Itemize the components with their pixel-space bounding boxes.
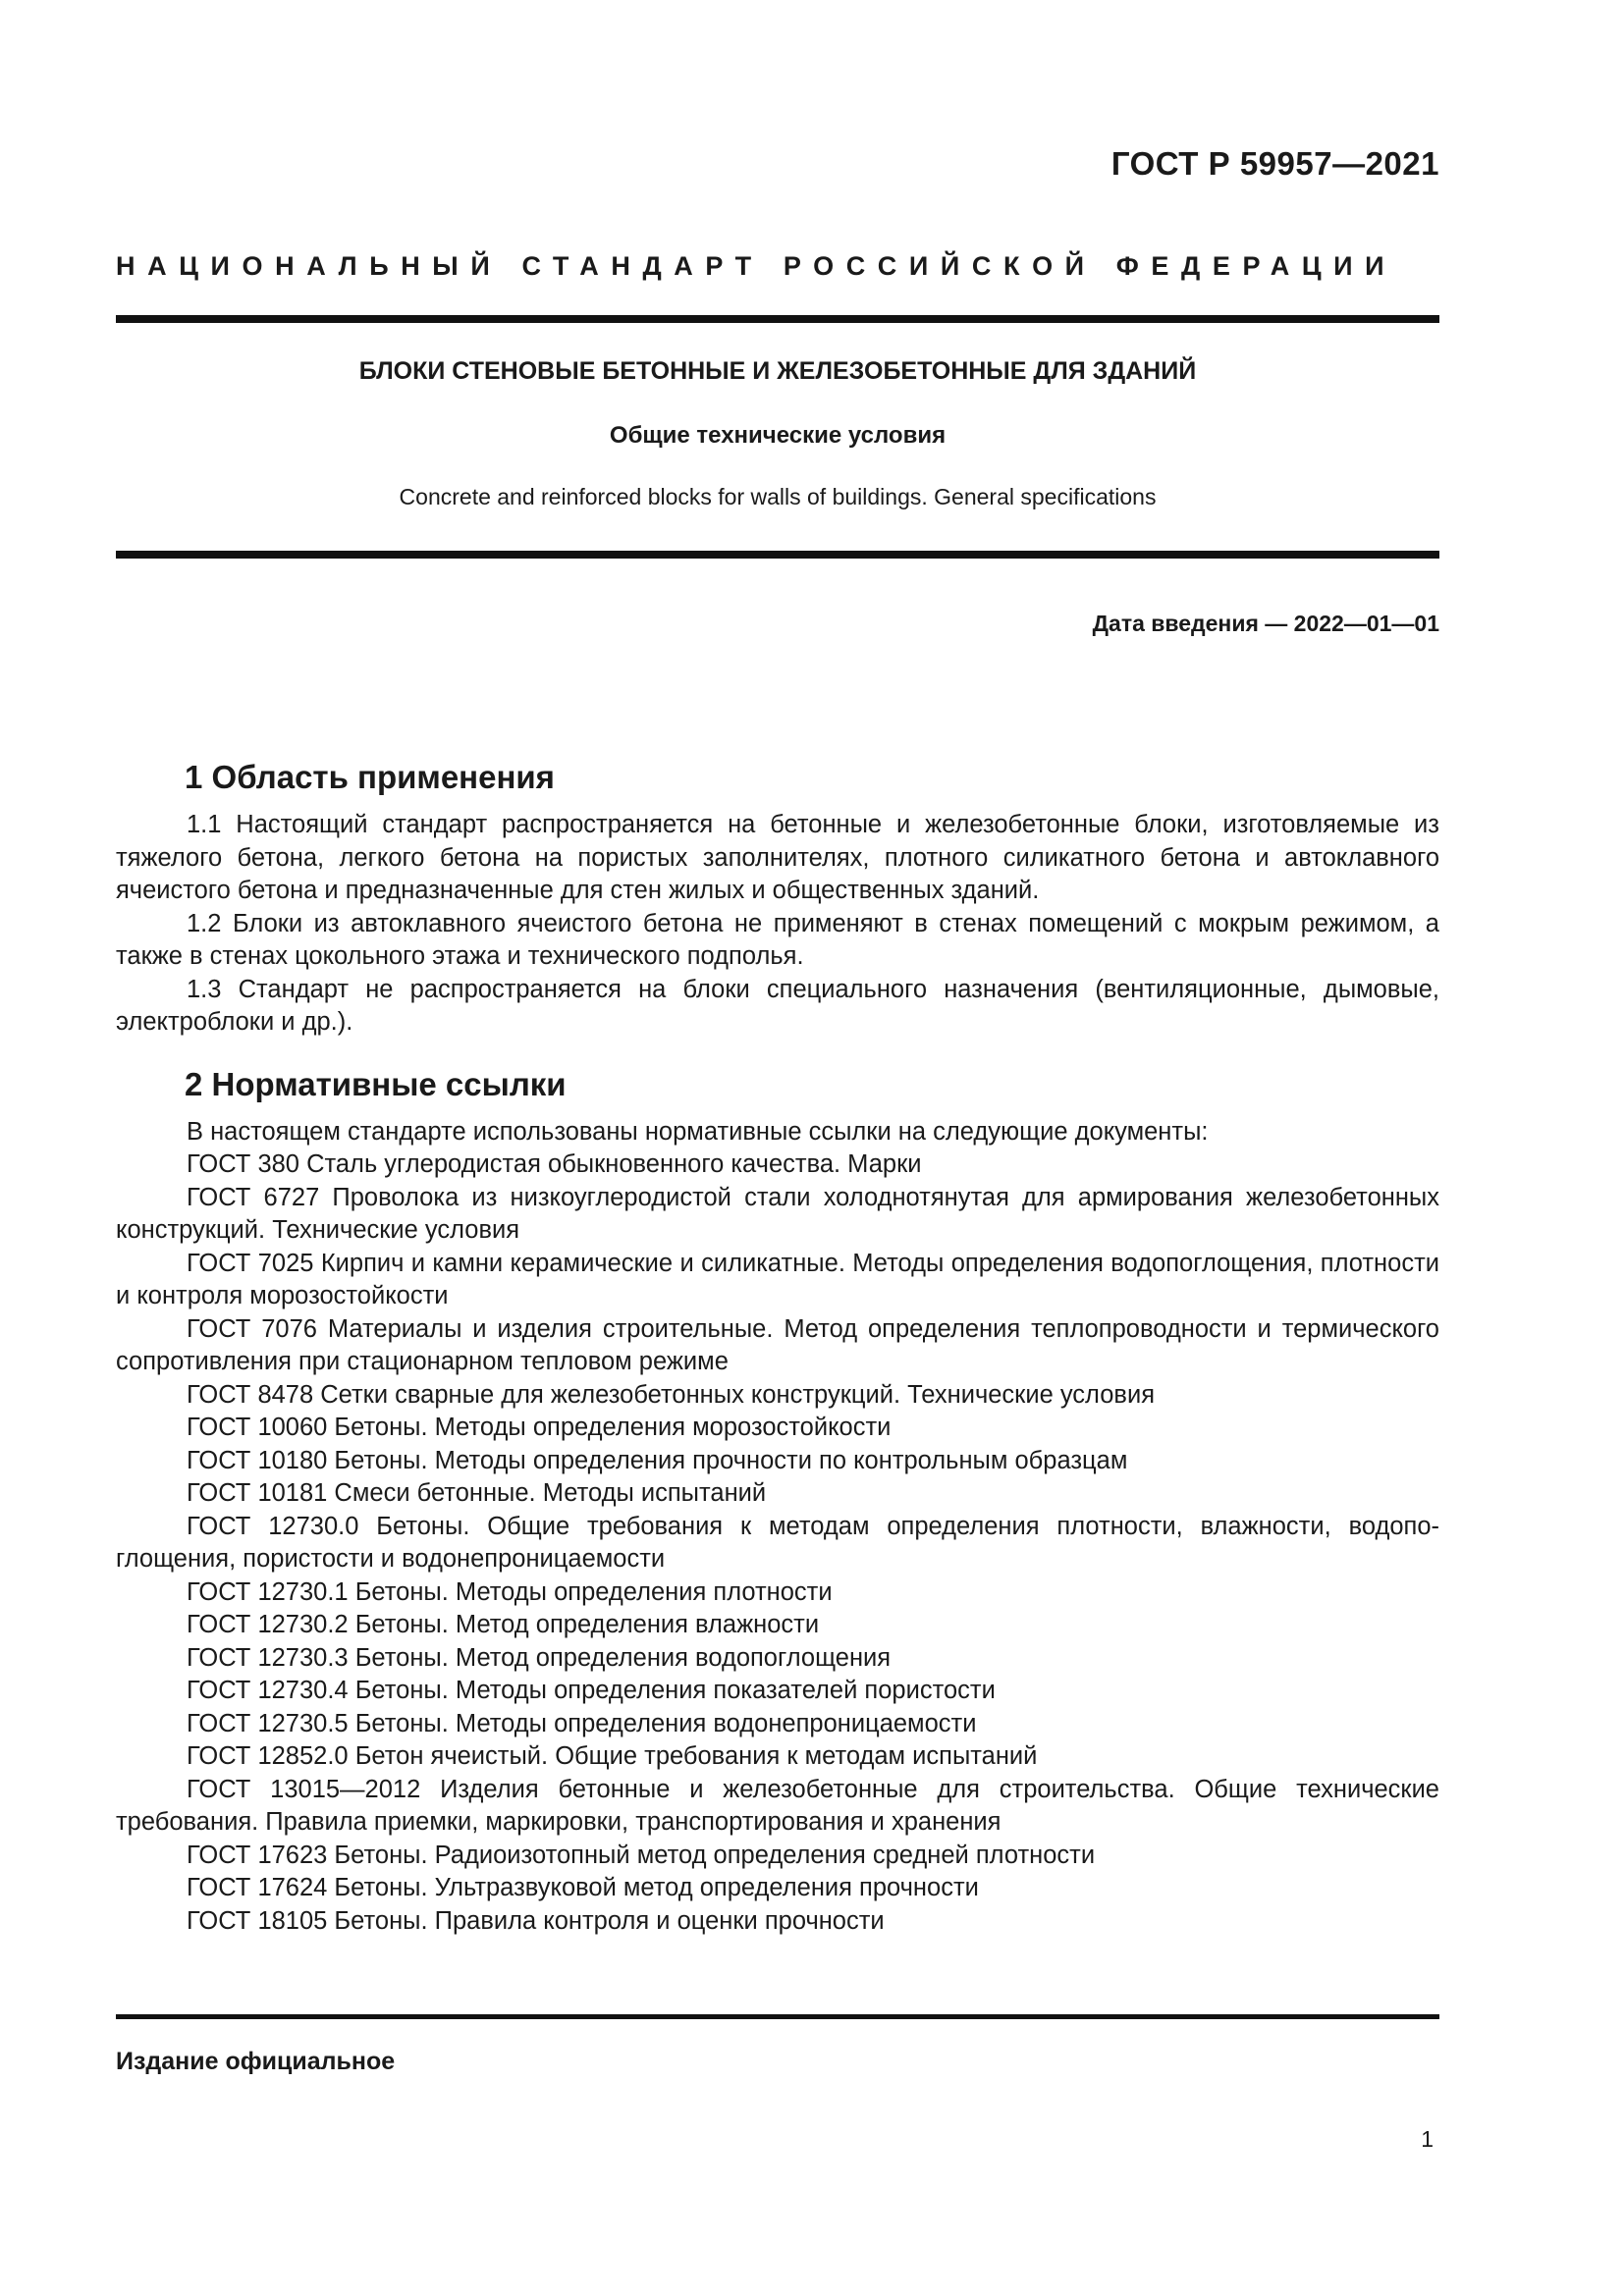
reference-item: ГОСТ 12730.5 Бетоны. Методы определения водонепроницаемости (187, 1709, 977, 1737)
reference-item: ГОСТ 8478 Сетки сварные для железобетонных конструкций. Технические условия (187, 1380, 1155, 1409)
document-title: БЛОКИ СТЕНОВЫЕ БЕТОННЫЕ И ЖЕЛЕЗОБЕТОННЫЕ ДЛЯ ЗДАНИЙ (358, 357, 1197, 385)
document-title-english: Concrete and reinforced blocks for walls of buildings. General specifications (399, 484, 1157, 509)
reference-item: ГОСТ 12730.4 Бетоны. Методы определения показателей пористости (187, 1677, 996, 1704)
reference-item: ГОСТ 12730.2 Бетоны. Метод определения влажности (187, 1611, 820, 1638)
reference-item: ГОСТ 6727 Проволока из низкоуглеродистой стали холоднотянутая для армирования железобетонных конструкций. Технические условия (116, 1183, 1439, 1244)
reference-item: ГОСТ 7076 Материалы и изделия строительные. Метод определения теплопроводности и термического сопротивления при стационарном тепловом режиме (116, 1314, 1439, 1375)
title-rule (116, 551, 1439, 559)
standard-number: ГОСТ Р 59957—2021 (1110, 145, 1439, 182)
reference-item: ГОСТ 12730.1 Бетоны. Методы определения плотности (187, 1577, 833, 1606)
document-page (116, 0, 1439, 2296)
reference-item: ГОСТ 12730.3 Бетоны. Метод определения водопоглощения (187, 1643, 892, 1672)
top-rule (116, 315, 1439, 323)
national-standard-banner: НАЦИОНАЛЬНЫЙ СТАНДАРТ РОССИЙСКОЙ ФЕДЕРАЦИИ (116, 251, 1397, 281)
section-1-heading: 1 Область применения (185, 759, 555, 795)
reference-item: ГОСТ 7025 Кирпич и камни керамические и силикатные. Методы определения водопоглощения, плотности и контроля морозостойкости (116, 1249, 1439, 1309)
reference-item: ГОСТ 18105 Бетоны. Правила контроля и оценки прочности (187, 1906, 885, 1935)
document-subtitle: Общие технические условия (609, 422, 947, 449)
official-edition-label: Издание официальное (116, 2048, 396, 2075)
reference-item: ГОСТ 10180 Бетоны. Методы определения прочности по контрольным образцам (187, 1446, 1128, 1474)
reference-item: ГОСТ 12852.0 Бетон ячеистый. Общие требования к методам испытаний (187, 1742, 1038, 1770)
reference-item: ГОСТ 12730.0 Бетоны. Общие требования к методам определения плотности, влажности, водопоглощения, пористости и водонепроницаемости (116, 1512, 1439, 1573)
section-2-intro: В настоящем стандарте использованы нормативные ссылки на следующие документы: (187, 1117, 1209, 1146)
reference-item: ГОСТ 13015—2012 Изделия бетонные и железобетонные для строительства. Общие технические требования. Правила приемки, маркировки, транспортирования и хранения (116, 1775, 1439, 1836)
reference-item: ГОСТ 10060 Бетоны. Методы определения морозостойкости (187, 1414, 892, 1441)
section-1-paragraph: 1.3 Стандарт не распространяется на блоки специального назначения (вентиляционные, дымовые, электроблоки и др.). (116, 975, 1439, 1036)
reference-item: ГОСТ 17624 Бетоны. Ультразвуковой метод определения прочности (187, 1874, 979, 1901)
reference-item: ГОСТ 380 Сталь углеродистая обыкновенного качества. Марки (187, 1150, 922, 1178)
reference-item: ГОСТ 10181 Смеси бетонные. Методы испытаний (187, 1479, 767, 1507)
introduction-date: Дата введения — 2022—01—01 (1092, 611, 1439, 636)
page-number: 1 (1421, 2126, 1434, 2152)
section-1-paragraph: 1.2 Блоки из автоклавного ячеистого бетона не применяют в стенах помещений с мокрым режимом, а также в стенах цокольного этажа и технического подполья. (116, 909, 1439, 970)
reference-item: ГОСТ 17623 Бетоны. Радиоизотопный метод определения средней плотности (187, 1841, 1096, 1869)
footer-rule (116, 2014, 1439, 2019)
document-body (116, 756, 1439, 1938)
section-1-paragraph: 1.1 Настоящий стандарт распространяется на бетонные и железобетонные блоки, изготовляемые из тяжелого бетона, легкого бетона на пористых заполнителях, плотного силикатного бетона и автоклавного ячеистого бетона и предназначенные для стен жилых и общественных зданий. (116, 811, 1439, 904)
section-2-heading: 2 Нормативные ссылки (185, 1065, 567, 1102)
